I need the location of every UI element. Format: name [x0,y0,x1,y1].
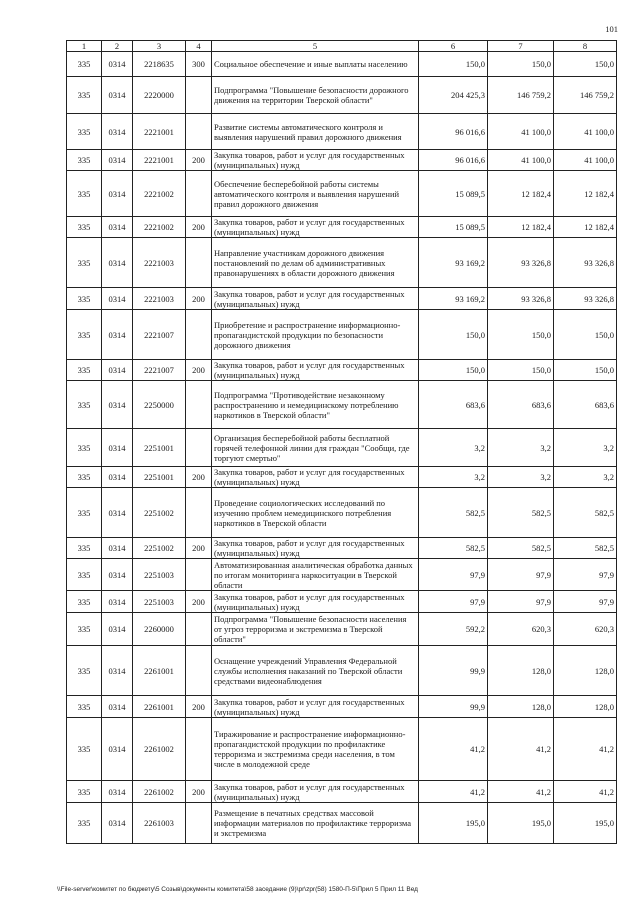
table-body [67,52,617,844]
code-cell: 335 [67,613,102,646]
table-row [67,288,617,310]
amount-cell: 97,9 [419,591,488,613]
code-cell: 0314 [102,288,133,310]
description-cell: Подпрограмма "Повышение безопасности населения от угроз терроризма и экстремизма в Тверской области" [212,613,419,646]
code-cell [186,114,212,150]
amount-cell: 582,5 [554,538,617,559]
table-row [67,696,617,718]
amount-cell: 620,3 [554,613,617,646]
amount-cell: 41 100,0 [554,114,617,150]
amount-cell: 96 016,6 [419,150,488,171]
code-cell: 0314 [102,52,133,77]
amount-cell: 41 100,0 [554,150,617,171]
amount-cell: 582,5 [488,488,554,538]
table-row [67,360,617,381]
amount-cell: 99,9 [419,646,488,696]
header-cell: 1 [67,41,102,52]
amount-cell: 150,0 [419,310,488,360]
code-cell: 200 [186,150,212,171]
table-row [67,171,617,217]
header-cell: 3 [133,41,186,52]
amount-cell: 150,0 [488,360,554,381]
page-number: 101 [605,24,618,34]
code-cell: 0314 [102,310,133,360]
code-cell: 2260000 [133,613,186,646]
code-cell: 335 [67,488,102,538]
description-cell: Подпрограмма "Противодействие незаконному распространению и немедицинскому потреблению наркотиков в Тверской области" [212,381,419,429]
amount-cell: 150,0 [554,310,617,360]
amount-cell: 150,0 [554,52,617,77]
code-cell: 335 [67,217,102,238]
code-cell: 0314 [102,467,133,488]
code-cell: 335 [67,114,102,150]
header-cell: 5 [212,41,419,52]
code-cell: 0314 [102,613,133,646]
description-cell: Организация бесперебойной работы бесплатной горячей телефонной линии для граждан "Сообщи, где торгуют смертью" [212,429,419,467]
amount-cell: 3,2 [488,429,554,467]
code-cell: 335 [67,288,102,310]
amount-cell: 195,0 [554,803,617,844]
code-cell [186,613,212,646]
file-path-footer: \\File-server\комитет по бюджету\5 Созыв\документы комитета\58 заседание (9)\pr\zpr(58) 1580-П-5\Прил 5 Прил 11 Вед [57,886,418,893]
description-cell: Закупка товаров, работ и услуг для государственных (муниципальных) нужд [212,150,419,171]
header-cell: 2 [102,41,133,52]
amount-cell: 97,9 [554,591,617,613]
code-cell: 335 [67,381,102,429]
code-cell: 2261002 [133,781,186,803]
code-cell: 300 [186,52,212,77]
amount-cell: 99,9 [419,696,488,718]
code-cell: 0314 [102,429,133,467]
description-cell: Развитие системы автоматического контроля и выявления нарушений правил дорожного движения [212,114,419,150]
budget-table-container [66,40,616,844]
code-cell: 0314 [102,488,133,538]
amount-cell: 592,2 [419,613,488,646]
amount-cell: 93 326,8 [554,238,617,288]
table-row [67,217,617,238]
code-cell: 2221001 [133,150,186,171]
header-cell: 6 [419,41,488,52]
code-cell: 200 [186,538,212,559]
code-cell: 335 [67,171,102,217]
amount-cell: 97,9 [488,559,554,591]
code-cell: 0314 [102,781,133,803]
table-row [67,646,617,696]
code-cell: 2251002 [133,488,186,538]
table-row [67,538,617,559]
amount-cell: 41,2 [554,718,617,781]
table-row [67,52,617,77]
code-cell: 335 [67,646,102,696]
code-cell: 0314 [102,381,133,429]
code-cell [186,646,212,696]
description-cell: Направление участникам дорожного движения постановлений по делам об административных правонарушениях в области дорожного движения [212,238,419,288]
description-cell: Закупка товаров, работ и услуг для государственных (муниципальных) нужд [212,360,419,381]
code-cell: 335 [67,696,102,718]
code-cell: 2221003 [133,288,186,310]
amount-cell: 41 100,0 [488,114,554,150]
code-cell: 335 [67,310,102,360]
code-cell: 335 [67,803,102,844]
amount-cell: 582,5 [419,538,488,559]
table-row [67,781,617,803]
description-cell: Закупка товаров, работ и услуг для государственных (муниципальных) нужд [212,288,419,310]
amount-cell: 683,6 [419,381,488,429]
description-cell: Тиражирование и распространение информационно-пропагандистской продукции по профилактике терроризма и экстремизма среди населения, в том числе в молодежной среде [212,718,419,781]
table-row [67,559,617,591]
description-cell: Социальное обеспечение и иные выплаты населению [212,52,419,77]
code-cell: 0314 [102,114,133,150]
amount-cell: 146 759,2 [554,77,617,114]
code-cell: 200 [186,467,212,488]
amount-cell: 150,0 [419,360,488,381]
amount-cell: 41,2 [419,781,488,803]
code-cell: 200 [186,360,212,381]
code-cell [186,559,212,591]
code-cell: 0314 [102,150,133,171]
amount-cell: 582,5 [488,538,554,559]
code-cell: 2221002 [133,171,186,217]
code-cell: 335 [67,467,102,488]
description-cell: Автоматизированная аналитическая обработка данных по итогам мониторинга наркоситуации в Тверской области [212,559,419,591]
code-cell: 0314 [102,360,133,381]
table-row [67,803,617,844]
code-cell [186,171,212,217]
code-cell: 200 [186,217,212,238]
code-cell: 2218635 [133,52,186,77]
amount-cell: 93 326,8 [488,288,554,310]
amount-cell: 582,5 [554,488,617,538]
code-cell: 335 [67,360,102,381]
amount-cell: 128,0 [488,646,554,696]
amount-cell: 15 089,5 [419,217,488,238]
table-row [67,613,617,646]
code-cell: 0314 [102,696,133,718]
code-cell: 2221001 [133,114,186,150]
amount-cell: 97,9 [419,559,488,591]
code-cell: 2261002 [133,718,186,781]
code-cell: 335 [67,718,102,781]
code-cell: 0314 [102,559,133,591]
amount-cell: 146 759,2 [488,77,554,114]
table-row [67,718,617,781]
header-cell: 7 [488,41,554,52]
code-cell: 0314 [102,171,133,217]
amount-cell: 12 182,4 [488,217,554,238]
header-cell: 8 [554,41,617,52]
code-cell [186,381,212,429]
header-cell: 4 [186,41,212,52]
description-cell: Размещение в печатных средствах массовой информации материалов по профилактике терроризма и экстремизма [212,803,419,844]
description-cell: Закупка товаров, работ и услуг для государственных (муниципальных) нужд [212,538,419,559]
code-cell: 0314 [102,217,133,238]
amount-cell: 93 169,2 [419,288,488,310]
table-row [67,238,617,288]
code-cell: 200 [186,781,212,803]
code-cell: 0314 [102,77,133,114]
description-cell: Проведение социологических исследований по изучению проблем немедицинского потребления наркотиков в Тверской области [212,488,419,538]
code-cell [186,803,212,844]
amount-cell: 93 169,2 [419,238,488,288]
amount-cell: 195,0 [488,803,554,844]
description-cell: Закупка товаров, работ и услуг для государственных (муниципальных) нужд [212,591,419,613]
amount-cell: 12 182,4 [488,171,554,217]
code-cell: 335 [67,77,102,114]
description-cell: Закупка товаров, работ и услуг для государственных (муниципальных) нужд [212,696,419,718]
amount-cell: 150,0 [488,310,554,360]
code-cell: 2251001 [133,429,186,467]
table-row [67,488,617,538]
code-cell: 2261001 [133,696,186,718]
amount-cell: 12 182,4 [554,217,617,238]
amount-cell: 41 100,0 [488,150,554,171]
header-row [67,41,617,52]
amount-cell: 12 182,4 [554,171,617,217]
table-row [67,381,617,429]
amount-cell: 582,5 [419,488,488,538]
code-cell: 0314 [102,803,133,844]
code-cell: 335 [67,52,102,77]
description-cell: Оснащение учреждений Управления Федеральной службы исполнения наказаний по Тверской области средствами видеонаблюдения [212,646,419,696]
code-cell: 2261003 [133,803,186,844]
amount-cell: 150,0 [419,52,488,77]
description-cell: Обеспечение бесперебойной работы системы автоматического контроля и выявления нарушений правил дорожного движения [212,171,419,217]
amount-cell: 3,2 [419,429,488,467]
amount-cell: 97,9 [554,559,617,591]
amount-cell: 41,2 [488,718,554,781]
code-cell: 2250000 [133,381,186,429]
amount-cell: 128,0 [488,696,554,718]
amount-cell: 15 089,5 [419,171,488,217]
amount-cell: 3,2 [488,467,554,488]
amount-cell: 150,0 [488,52,554,77]
amount-cell: 97,9 [488,591,554,613]
table-row [67,591,617,613]
code-cell: 2251002 [133,538,186,559]
table-row [67,150,617,171]
code-cell: 335 [67,238,102,288]
code-cell [186,310,212,360]
description-cell: Закупка товаров, работ и услуг для государственных (муниципальных) нужд [212,217,419,238]
code-cell: 0314 [102,238,133,288]
code-cell: 335 [67,781,102,803]
amount-cell: 150,0 [554,360,617,381]
amount-cell: 41,2 [419,718,488,781]
amount-cell: 195,0 [419,803,488,844]
amount-cell: 3,2 [419,467,488,488]
amount-cell: 96 016,6 [419,114,488,150]
description-cell: Закупка товаров, работ и услуг для государственных (муниципальных) нужд [212,781,419,803]
code-cell: 2261001 [133,646,186,696]
description-cell: Приобретение и распространение информационно-пропагандистской продукции по безопасности дорожного движения [212,310,419,360]
code-cell: 200 [186,696,212,718]
amount-cell: 93 326,8 [554,288,617,310]
amount-cell: 620,3 [488,613,554,646]
code-cell: 335 [67,538,102,559]
code-cell: 0314 [102,591,133,613]
code-cell [186,238,212,288]
code-cell: 200 [186,591,212,613]
amount-cell: 3,2 [554,467,617,488]
table-row [67,114,617,150]
amount-cell: 683,6 [488,381,554,429]
amount-cell: 128,0 [554,646,617,696]
code-cell: 335 [67,591,102,613]
code-cell: 335 [67,150,102,171]
code-cell [186,718,212,781]
code-cell: 0314 [102,646,133,696]
description-cell: Закупка товаров, работ и услуг для государственных (муниципальных) нужд [212,467,419,488]
table-row [67,429,617,467]
code-cell [186,77,212,114]
amount-cell: 93 326,8 [488,238,554,288]
code-cell: 200 [186,288,212,310]
table-row [67,467,617,488]
amount-cell: 128,0 [554,696,617,718]
code-cell: 0314 [102,538,133,559]
table-row [67,77,617,114]
code-cell [186,488,212,538]
code-cell: 2221003 [133,238,186,288]
code-cell: 335 [67,559,102,591]
code-cell: 2251003 [133,591,186,613]
budget-table [66,40,617,844]
amount-cell: 3,2 [554,429,617,467]
code-cell: 2251003 [133,559,186,591]
code-cell: 2221002 [133,217,186,238]
table-row [67,310,617,360]
code-cell: 2221007 [133,360,186,381]
code-cell: 2220000 [133,77,186,114]
amount-cell: 41,2 [554,781,617,803]
amount-cell: 683,6 [554,381,617,429]
code-cell: 2251001 [133,467,186,488]
code-cell: 0314 [102,718,133,781]
description-cell: Подпрограмма "Повышение безопасности дорожного движения на территории Тверской области" [212,77,419,114]
code-cell: 335 [67,429,102,467]
amount-cell: 41,2 [488,781,554,803]
code-cell: 2221007 [133,310,186,360]
code-cell [186,429,212,467]
amount-cell: 204 425,3 [419,77,488,114]
